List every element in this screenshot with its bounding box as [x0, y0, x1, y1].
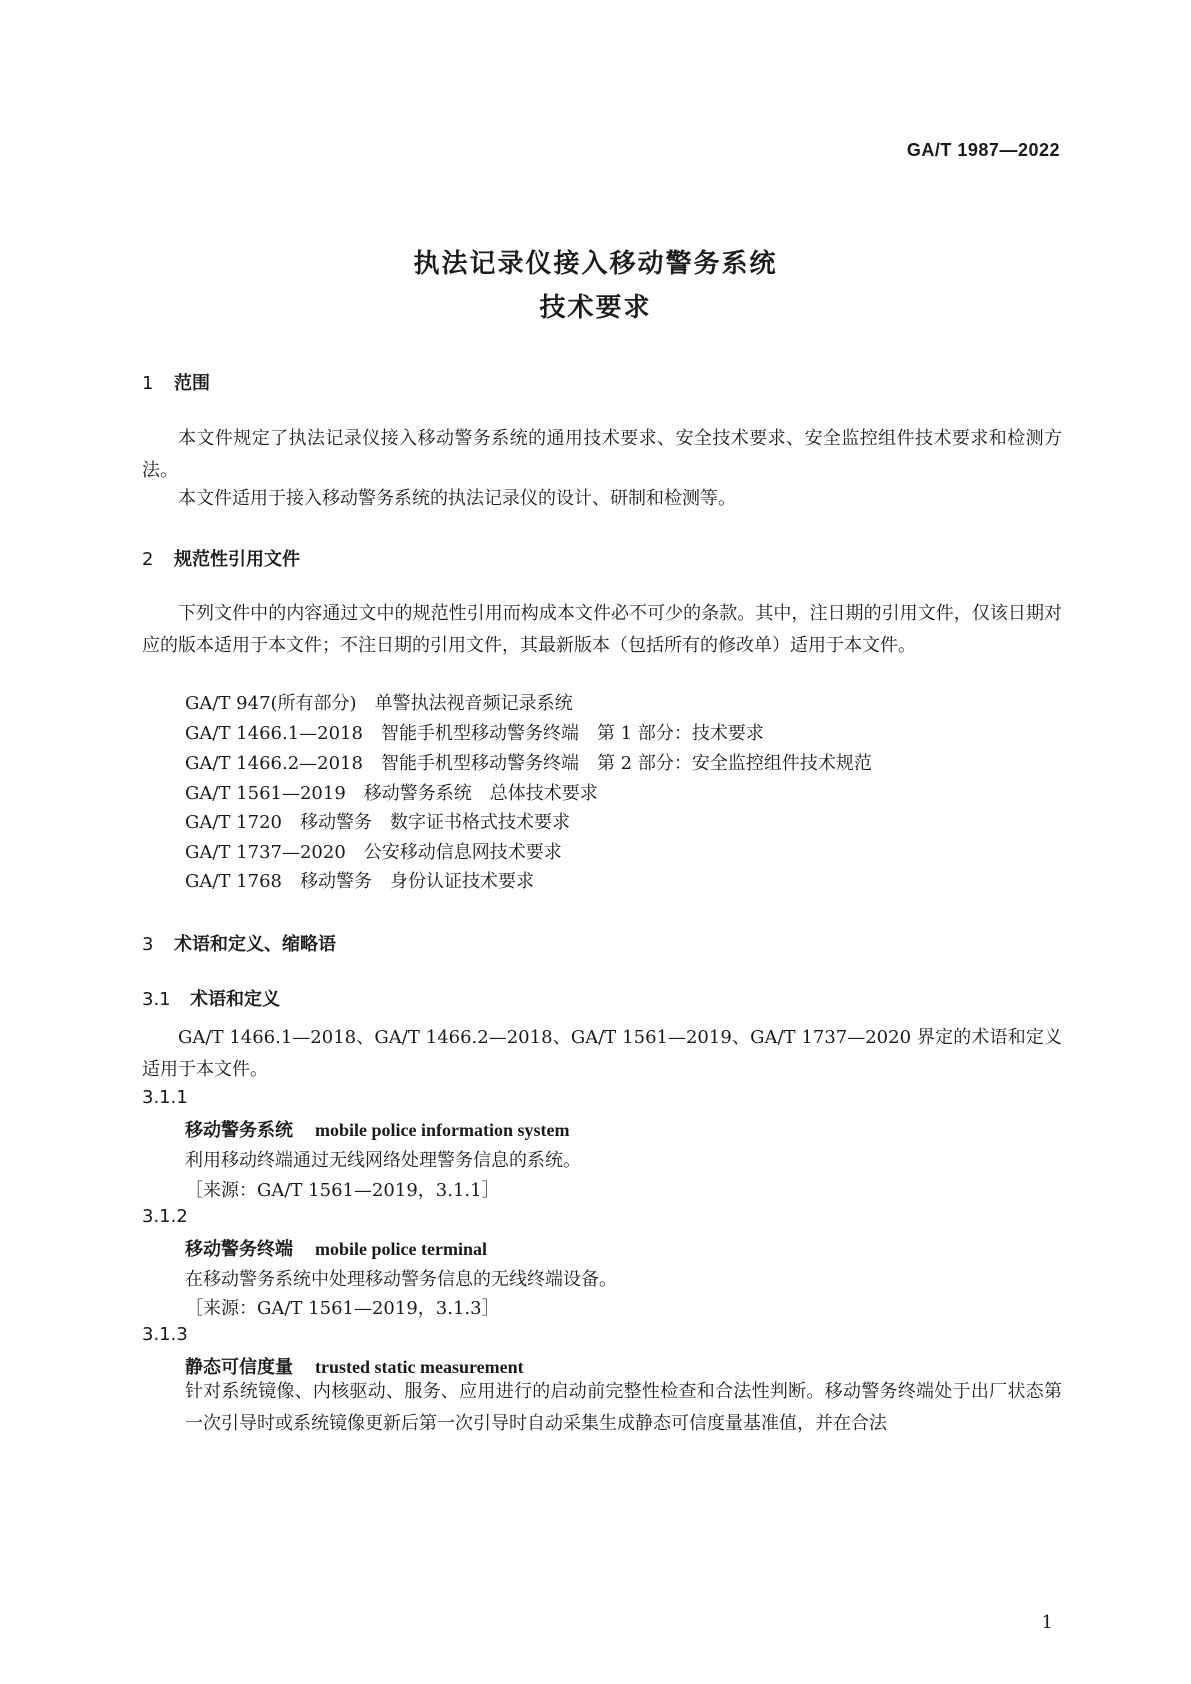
- section-2-paragraph-1: 下列文件中的内容通过文中的规范性引用而构成本文件必不可少的条款。其中，注日期的引用文件，仅该日期对应的版本适用于本文件；不注日期的引用文件，其最新版本（包括所有的修改单）适用于本文件。: [142, 603, 1062, 656]
- section-3-1-heading: [142, 985, 280, 1011]
- section-1-heading: [142, 369, 210, 395]
- reference-item: GA/T 947(所有部分) 单警执法视音频记录系统: [185, 693, 573, 714]
- term-english: mobile police terminal: [315, 1239, 487, 1259]
- reference-item: GA/T 1466.2—2018 智能手机型移动警务终端 第 2 部分：安全监控组件技术规范: [185, 753, 872, 774]
- section-title: 术语和定义、缩略语: [174, 934, 336, 955]
- section-3-1-paragraph: GA/T 1466.1—2018、GA/T 1466.2—2018、GA/T 1561—2019、GA/T 1737—2020 界定的术语和定义适用于本文件。: [142, 1027, 1062, 1080]
- section-number: 1: [142, 373, 154, 394]
- term-source: ［来源：GA/T 1561—2019，3.1.3］: [185, 1298, 500, 1319]
- section-3-heading: [142, 930, 336, 956]
- term-heading: [185, 1116, 569, 1142]
- term-number: 3.1.3: [142, 1324, 188, 1345]
- section-title: 规范性引用文件: [174, 549, 300, 570]
- reference-item: GA/T 1768 移动警务 身份认证技术要求: [185, 871, 534, 892]
- section-1-paragraph-1: 本文件规定了执法记录仪接入移动警务系统的通用技术要求、安全技术要求、安全监控组件技术要求和检测方法。: [142, 428, 1062, 481]
- term-chinese: 移动警务系统: [185, 1120, 293, 1141]
- term-definition: 利用移动终端通过无线网络处理警务信息的系统。: [185, 1150, 581, 1171]
- section-title: 范围: [174, 373, 210, 394]
- title-line-1: 执法记录仪接入移动警务系统: [413, 249, 778, 279]
- term-number: 3.1.1: [142, 1087, 188, 1108]
- term-definition: 针对系统镜像、内核驱动、服务、应用进行的启动前完整性检查和合法性判断。移动警务终端处于出厂状态第一次引导时或系统镜像更新后第一次引导时自动采集生成静态可信度量基准值，并在合法: [185, 1381, 1062, 1434]
- term-definition: 在移动警务系统中处理移动警务信息的无线终端设备。: [185, 1269, 617, 1290]
- term-source: ［来源：GA/T 1561—2019，3.1.1］: [185, 1180, 500, 1201]
- term-english: trusted static measurement: [315, 1357, 524, 1377]
- reference-item: GA/T 1561—2019 移动警务系统 总体技术要求: [185, 783, 598, 804]
- term-heading: [185, 1235, 487, 1261]
- section-1-paragraph-2: 本文件适用于接入移动警务系统的执法记录仪的设计、研制和检测等。: [178, 488, 736, 509]
- section-number: 3: [142, 934, 154, 955]
- reference-item: GA/T 1466.1—2018 智能手机型移动警务终端 第 1 部分：技术要求: [185, 723, 764, 744]
- reference-item: GA/T 1720 移动警务 数字证书格式技术要求: [185, 812, 570, 833]
- section-2-heading: [142, 545, 300, 571]
- reference-item: GA/T 1737—2020 公安移动信息网技术要求: [185, 842, 562, 863]
- term-chinese: 静态可信度量: [185, 1357, 293, 1378]
- section-number: 2: [142, 549, 154, 570]
- subsection-title: 术语和定义: [190, 989, 280, 1010]
- page-number: 1: [1041, 1612, 1053, 1633]
- title-line-2: 技术要求: [539, 293, 652, 323]
- term-number: 3.1.2: [142, 1206, 188, 1227]
- term-english: mobile police information system: [315, 1120, 570, 1140]
- standard-code: GA/T 1987—2022: [906, 140, 1060, 160]
- term-chinese: 移动警务终端: [185, 1239, 293, 1260]
- subsection-number: 3.1: [142, 989, 171, 1010]
- document-title: [0, 242, 1191, 330]
